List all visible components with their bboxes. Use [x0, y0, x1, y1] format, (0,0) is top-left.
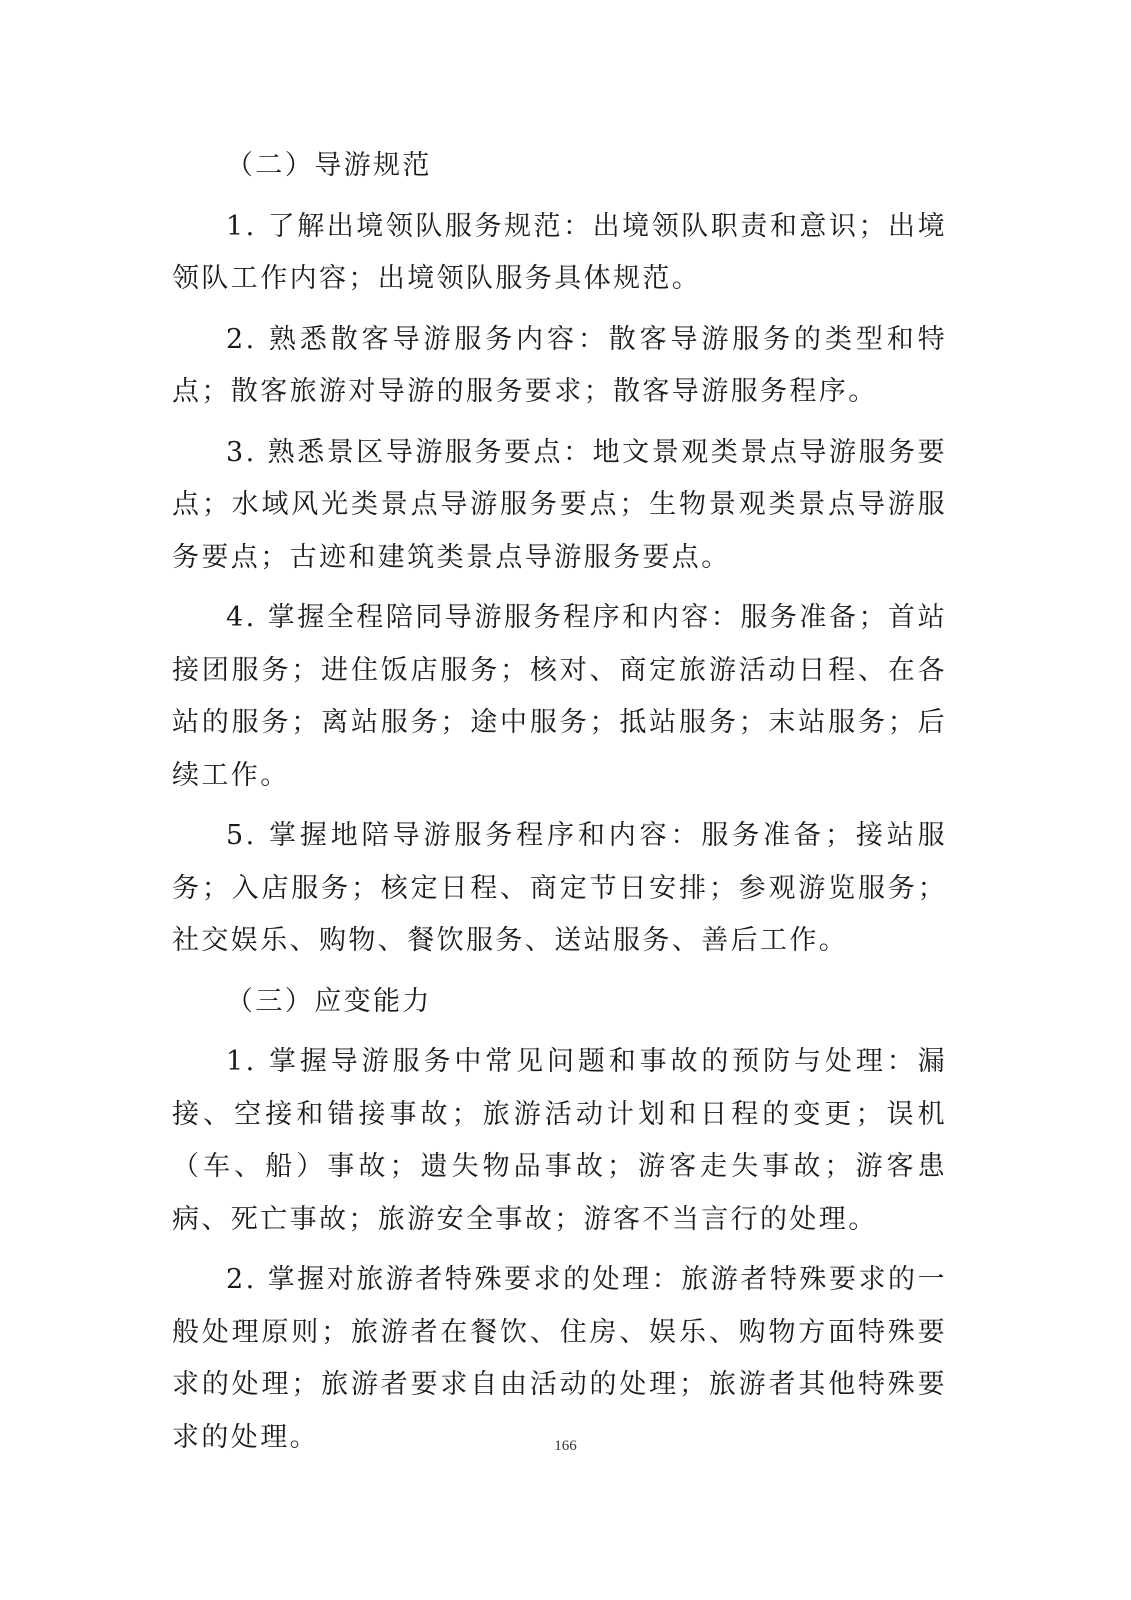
paragraph-special-requests: 2. 掌握对旅游者特殊要求的处理：旅游者特殊要求的一般处理原则；旅游者在餐饮、住房、娱乐、购物方面特殊要求的处理；旅游者要求自由活动的处理；旅游者其他特殊要求的处理。 [172, 1264, 947, 1453]
document-body [172, 140, 947, 1464]
paragraph-scenic-area-service: 3. 熟悉景区导游服务要点：地文景观类景点导游服务要点；水域风光类景点导游服务要点；生物景观类景点导游服务要点；古迹和建筑类景点导游服务要点。 [172, 436, 947, 573]
paragraph-local-guide-service: 5. 掌握地陪导游服务程序和内容：服务准备；接站服务；入店服务；核定日程、商定节日安排；参观游览服务；社交娱乐、购物、餐饮服务、送站服务、善后工作。 [172, 820, 947, 956]
section-heading-emergency-response: （三）应变能力 [226, 985, 432, 1017]
page-number: 166 [554, 1438, 577, 1454]
paragraph-incident-handling: 1. 掌握导游服务中常见问题和事故的预防与处理：漏接、空接和错接事故；旅游活动计划和日程的变更；误机（车、船）事故；遗失物品事故；游客走失事故；游客患病、死亡事故；旅游安全事故；游客不当言行的处理。 [172, 1046, 947, 1235]
section-heading-guide-norms: （二）导游规范 [226, 150, 432, 181]
paragraph-outbound-leader-norms: 1. 了解出境领队服务规范：出境领队职责和意识；出境领队工作内容；出境领队服务具体规范。 [172, 210, 947, 294]
paragraph-individual-tourist-service: 2. 熟悉散客导游服务内容：散客导游服务的类型和特点；散客旅游对导游的服务要求；散客导游服务程序。 [172, 323, 947, 407]
paragraph-national-guide-service: 4. 掌握全程陪同导游服务程序和内容：服务准备；首站接团服务；进住饭店服务；核对、商定旅游活动日程、在各站的服务；离站服务；途中服务；抵站服务；末站服务；后续工作。 [172, 602, 947, 791]
